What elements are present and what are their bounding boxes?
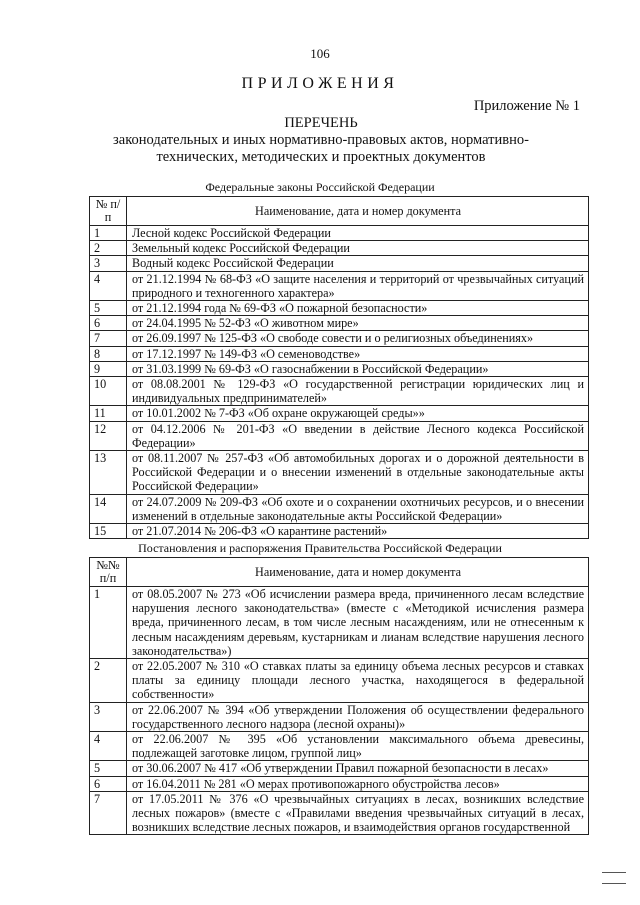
row-document: от 24.04.1995 № 52-ФЗ «О животном мире»: [127, 316, 589, 331]
row-document: от 26.09.1997 № 125-ФЗ «О свободе совести и о религиозных объединениях»: [127, 331, 589, 346]
row-number: 10: [90, 377, 127, 406]
table-row: [90, 271, 589, 300]
appendices-title: ПРИЛОЖЕНИЯ: [241, 75, 399, 92]
row-number: 9: [90, 361, 127, 376]
table-row: [90, 421, 589, 450]
header-name: Наименование, дата и номер документа: [127, 558, 589, 587]
section-2-title: Постановления и распоряжения Правительства Российской Федерации: [138, 541, 502, 555]
table-row: [90, 226, 589, 241]
row-number: 4: [90, 732, 127, 761]
row-number: 2: [90, 659, 127, 703]
table-row: [90, 524, 589, 539]
row-document: от 08.08.2001 № 129-ФЗ «О государственной регистрации юридических лиц и индивидуальных предпринимателей»: [127, 377, 589, 406]
table-row: [90, 587, 589, 659]
row-number: 6: [90, 776, 127, 791]
table-row: [90, 494, 589, 523]
table-row: [90, 761, 589, 776]
row-document: Водный кодекс Российской Федерации: [127, 256, 589, 271]
row-document: от 21.07.2014 № 206-ФЗ «О карантине растений»: [127, 524, 589, 539]
row-number: 3: [90, 702, 127, 731]
table-row: [90, 361, 589, 376]
row-number: 6: [90, 316, 127, 331]
table-row: [90, 316, 589, 331]
federal-laws-table: [89, 196, 589, 539]
row-document: от 22.05.2007 № 310 «О ставках платы за единицу объема лесных ресурсов и ставках платы за единицу площади лесного участка, находящегося в федеральной собственности»: [127, 659, 589, 703]
corner-mark: [602, 872, 626, 884]
header-name: Наименование, дата и номер документа: [127, 197, 589, 226]
header-num: №№ п/п: [90, 558, 127, 587]
row-number: 7: [90, 791, 127, 835]
row-document: Земельный кодекс Российской Федерации: [127, 241, 589, 256]
header-num: № п/п: [90, 197, 127, 226]
table-row: [90, 732, 589, 761]
table-row: [90, 256, 589, 271]
table-row: [90, 702, 589, 731]
table-row: [90, 776, 589, 791]
section-1-title: Федеральные законы Российской Федерации: [205, 180, 435, 194]
table-row: [90, 301, 589, 316]
row-document: от 30.06.2007 № 417 «Об утверждении Правил пожарной безопасности в лесах»: [127, 761, 589, 776]
table-row: [90, 331, 589, 346]
row-document: от 24.07.2009 № 209-ФЗ «Об охоте и о сохранении охотничьих ресурсов, и о внесении изменений в отдельные законодательные акты Российской Федерации»: [127, 494, 589, 523]
row-number: 13: [90, 451, 127, 495]
table-row: [90, 241, 589, 256]
table-header-row: [90, 558, 589, 587]
row-number: 1: [90, 587, 127, 659]
heading-line-1: ПЕРЕЧЕНЬ: [284, 115, 358, 131]
row-document: от 08.11.2007 № 257-ФЗ «Об автомобильных дорогах и о дорожной деятельности в Российской Федерации и о внесении изменений в отдельные законодательные акты Российской Федерации»: [127, 451, 589, 495]
row-document: от 22.06.2007 № 394 «Об утверждении Положения об осуществлении федерального государственного лесного надзора (лесной охраны)»: [127, 702, 589, 731]
row-number: 14: [90, 494, 127, 523]
row-number: 1: [90, 226, 127, 241]
row-document: от 22.06.2007 № 395 «Об установлении максимального объема древесины, подлежащей заготовке лицом, группой лиц»: [127, 732, 589, 761]
page-number: 106: [310, 46, 330, 61]
row-number: 3: [90, 256, 127, 271]
row-number: 5: [90, 761, 127, 776]
row-number: 12: [90, 421, 127, 450]
table-row: [90, 659, 589, 703]
row-number: 8: [90, 346, 127, 361]
table-header-row: [90, 197, 589, 226]
document-heading: [96, 115, 546, 166]
table-row: [90, 406, 589, 421]
row-document: от 21.12.1994 года № 69-ФЗ «О пожарной безопасности»: [127, 301, 589, 316]
row-document: от 31.03.1999 № 69-ФЗ «О газоснабжении в Российской Федерации»: [127, 361, 589, 376]
row-document: от 04.12.2006 № 201-ФЗ «О введении в действие Лесного кодекса Российской Федерации»: [127, 421, 589, 450]
table-row: [90, 346, 589, 361]
row-document: от 10.01.2002 № 7-ФЗ «Об охране окружающей среды»»: [127, 406, 589, 421]
row-document: от 17.12.1997 № 149-ФЗ «О семеноводстве»: [127, 346, 589, 361]
row-document: от 16.04.2011 № 281 «О мерах противопожарного обустройства лесов»: [127, 776, 589, 791]
row-document: от 17.05.2011 № 376 «О чрезвычайных ситуациях в лесах, возникших вследствие лесных пожаров» (вместе с «Правилами введения чрезвычайных ситуаций в лесах, возникших вследствие лесных пожаров, и взаимодействия органов государственной: [127, 791, 589, 835]
row-document: от 08.05.2007 № 273 «Об исчислении размера вреда, причиненного лесам вследствие нарушения лесного законодательства» (вместе с «Методикой исчисления размера вреда, причиненного лесам, в том числе лесным насаждениям, или не отнесенным к лесным насаждениям деревьям, кустарникам и лианам вследствие нарушения лесного законодательства»): [127, 587, 589, 659]
row-number: 15: [90, 524, 127, 539]
table-row: [90, 791, 589, 835]
appendix-number: Приложение № 1: [473, 98, 580, 114]
row-number: 11: [90, 406, 127, 421]
row-document: от 21.12.1994 № 68-ФЗ «О защите населения и территорий от чрезвычайных ситуаций природного и техногенного характера»: [127, 271, 589, 300]
table-row: [90, 377, 589, 406]
row-number: 4: [90, 271, 127, 300]
row-document: Лесной кодекс Российской Федерации: [127, 226, 589, 241]
row-number: 7: [90, 331, 127, 346]
heading-line-2: законодательных и иных нормативно-правовых актов, нормативно-технических, методических и проектных документов: [113, 132, 529, 165]
table-row: [90, 451, 589, 495]
row-number: 5: [90, 301, 127, 316]
government-decrees-table: [89, 557, 589, 835]
row-number: 2: [90, 241, 127, 256]
